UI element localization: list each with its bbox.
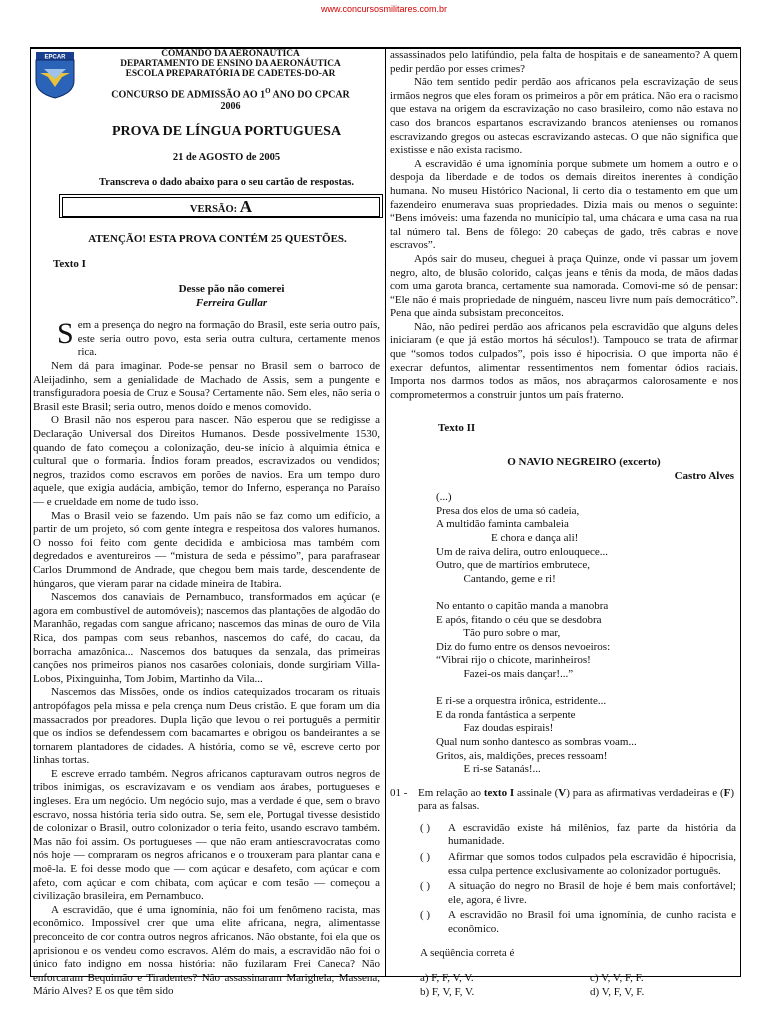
- text1-paragraph: Nascemos das Missões, onde os índios catequizados trocaram os rituais antropófagos pela missa e pela crença num Deus cristão. E que foram um dia massacrados por preadores. Dupla lição que levou o rei português a permitir que os índios se defendessem com bacamartes e obrigou os bandeirantes a se tornarem plantadores de cidades. A história, como se vê, escreve certo por linhas tortas.: [33, 686, 380, 767]
- text2-label: Texto II: [438, 422, 476, 435]
- epcar-logo-icon: [34, 51, 76, 99]
- question-stem: Em relação ao texto I assinale (V) para as afirmativas verdadeiras e (F) para as falsas.: [418, 786, 735, 813]
- header-line1: COMANDO DA AERONÁUTICA: [161, 49, 300, 59]
- sequence-label: A seqüência correta é: [420, 946, 515, 959]
- poem-line: A multidão faminta cambaleia: [436, 518, 569, 531]
- text1-title: Desse pão não comerei: [178, 283, 285, 296]
- left-column: [33, 49, 380, 999]
- option-a[interactable]: a) F, F, V, V.: [420, 972, 474, 985]
- text2-author: Castro Alves: [674, 469, 734, 482]
- attention-note: ATENÇÃO! ESTA PROVA CONTÉM 25 QUESTÕES.: [88, 232, 347, 245]
- tf-item[interactable]: ( ) A situação do negro no Brasil de hoje é bem mais confortável; ele, agora, é livre.: [420, 880, 736, 906]
- tf-item[interactable]: ( ) A escravidão existe há milênios, faz parte da história da humanidade.: [420, 821, 736, 848]
- option-d[interactable]: d) V, F, V, F.: [590, 985, 645, 998]
- poem-line: E após, fitando o céu que se desdobra: [436, 613, 602, 626]
- poem-line: E ri-se Satanás!...: [436, 763, 541, 776]
- version-box: [59, 194, 383, 218]
- tf-item[interactable]: ( ) Afirmar que somos todos culpados pela escravidão é hipocrisia, essa culpa pertence exclusivamente ao colonizador português.: [420, 851, 736, 877]
- text1-label: Texto I: [53, 257, 86, 270]
- version-label: VERSÃO:: [189, 203, 240, 215]
- poem-line: Qual num sonho dantesco as sombras voam...: [436, 735, 637, 748]
- text1-author: Ferreira Gullar: [195, 296, 268, 309]
- institution-header: [81, 49, 380, 80]
- option-c[interactable]: c) V, V, F, F.: [590, 972, 644, 985]
- text1-paragraph: Nascemos dos canaviais de Pernambuco, transformados em açúcar (e agora em combustível de automóveis); nascemos das plantações de algodão do Maranhão, regadas com sangue africano; nascemos das minas de ouro de Vila Rica, dos pampas com seus rebanhos, nascemos do café, do cacau, da borracha amazônica... Nascemos dos batuques da senzala, das primeiras canções nos primeiros pianos nos casarões coloniais, donde surgiriam Villa-Lobos, Pixinguinha, Tom Jobim, Martinho da Vila...: [33, 591, 381, 685]
- text1-paragraph: assassinados pelo latifúndio, pela falta de hospitais e de saneamento? A quem pedir perdão por esses crimes?: [390, 49, 738, 75]
- poem-line: E ri-se a orquestra irônica, estridente...: [436, 695, 607, 708]
- answer-parentheses[interactable]: ( ): [420, 880, 431, 893]
- poem-line: No entanto o capitão manda a manobra: [436, 599, 609, 612]
- poem-line: E da ronda fantástica a serpente: [436, 708, 576, 721]
- answer-parentheses[interactable]: ( ): [420, 909, 431, 922]
- option-b[interactable]: b) F, V, F, V.: [420, 985, 475, 998]
- poem-line: Outro, que de martírios embrutece,: [436, 559, 590, 572]
- exam-date: 21 de AGOSTO de 2005: [172, 151, 281, 163]
- tf-item[interactable]: ( ) A escravidão no Brasil foi uma ignomínia, de cunho racista e econômico.: [420, 909, 736, 936]
- poem-line: Tão puro sobre o mar,: [436, 627, 561, 640]
- header-line2: DEPARTAMENTO DE ENSINO DA AERONÁUTICA: [120, 59, 341, 70]
- answer-parentheses[interactable]: ( ): [420, 821, 431, 834]
- text1-paragraph: O Brasil não nos esperou para nascer. Não esperou que se redigisse a Declaração Universal dos Direitos Humanos. Desde possivelmente 1530, quando de fato começou a colonização, deu-se início à alquimia étnica e cultural que o formaria. Índios foram preados, escravizados ou vendidos; negros, trazidos como escravos em porões de navios. Era um tempo duro aquele, que exigia audácia, ambição, temor do Inferno, esperança no Paraíso — e crueldade em nome de tudo isso.: [33, 414, 380, 508]
- right-column: [390, 49, 738, 999]
- poem: [436, 491, 738, 776]
- stanza-gap: [436, 682, 738, 696]
- header-line3: ESCOLA PREPARATÓRIA DE CADETES-DO-AR: [125, 69, 336, 80]
- text2-title: O NAVIO NEGREIRO (excerto): [507, 456, 661, 469]
- poem-line: Um de raiva delira, outro enlouquece...: [436, 545, 608, 558]
- text1-paragraph: Não, não pedirei perdão aos africanos pela escravidão que alguns deles iniciaram (e que já estão mortos há séculos!). Tampouco se trata de afirmar que “somos todos culpados”, pois isso é hipocrisia. O que importa não é execrar defuntos, alimentar ressentimentos nem fomentar ódios raciais. Importa nos darmos todos as mãos, nos abraçarmos calorosamente e nos comprometermos a construir juntos um país fraterno.: [390, 320, 738, 401]
- text1-paragraph: Após sair do museu, cheguei à praça Quinze, onde vi passar um jovem negro, alto, de blusão colorido, calças jeans e tênis da moda, de mãos dadas com uma garota branca, certamente sua namorada. Comovi-me só de pensar: “Ele não é mais propriedade de ninguém, nasceu livre num país democrático”. Pena que ainda subsistam preconceitos.: [390, 252, 738, 320]
- text1-paragraph: Mas o Brasil veio se fazendo. Um país não se faz como um edifício, a partir de um projeto, só com gente íntegra e respeitosa dos valores humanos. O nosso foi feito com gente decidida e ambiciosa mas também com degredados e aventureiros — “mistura de seda e péssimo”, para parafrasear Carlos Drummond de Andrade, que chegou bem mais tarde, descendente de húngaros, que vieram parar na cidade mineira de Itabira.: [33, 509, 380, 590]
- poem-line: E chora e dança ali!: [436, 532, 579, 544]
- true-false-items: [420, 822, 738, 937]
- exam-title: PROVA DE LÍNGUA PORTUGUESA: [111, 124, 342, 140]
- version-value: A: [239, 196, 253, 216]
- poem-line: “Vibrai rijo o chicote, marinheiros!: [436, 654, 591, 667]
- answer-options: [420, 972, 738, 999]
- text1-paragraph: E escreve errado também. Negros africanos capturavam outros negros de tribos inimigas, os escravizavam e os vendiam aos árabes, portugueses e ingleses. Era um negócio. Um negócio sujo, mas a verdade é que, sem o bravo escravo, nossa história teria sido outra. Se, sem ele, Portugal tivesse desistido de colonizar o Brasil, outro colonizador o teria feito, usando escravo também. Mas não foi assim. Os portugueses — que não eram antiescravocratas como nós hoje — compraram os negros africanos e o trouxeram para plantar cana e moê-la. E foi desse modo que — com açúcar e desafeto, com açúcar e com afeto, com açúcar e com chibata, com açúcar e com tesão — começou a civilização brasileira, em Pernambuco.: [33, 767, 380, 903]
- poem-line: Gritos, ais, maldições, preces ressoam!: [436, 749, 608, 762]
- text1-paragraph: A escravidão, que é uma ignomínia, não foi um fenômeno racista, mas econômico. Impossível crer que uma elite africana, negra, alimentasse preconceito de cor contra outros negros africanos. Não obstante, foi ela que os aprisionou e os vendeu como escravos. Além do mais, a escravidão não foi o único fato indigno em nossa história: não fuzilaram Frei Caneca? Não enforcaram Bequimão e Tiradentes? Não assassinaram Marighela, Massena, Mário Alves? E os que têm sido: [33, 903, 380, 998]
- site-url[interactable]: www.concursosmilitares.com.br: [320, 4, 448, 14]
- logo-text: EPCAR: [44, 54, 66, 61]
- text1-paragraph: Nem dá para imaginar. Pode-se pensar no Brasil sem o barroco de Aleijadinho, sem a genialidade de Machado de Assis, sem a pungente e transfiguradora poesia de Cruz e Sousa? Certamente não. Sem eles, não seria o Brasil este Brasil; seria outro, menos doído e menos comovido.: [33, 360, 380, 413]
- poem-line: Fazei-os mais dançar!...”: [436, 667, 574, 680]
- concurso-year: 2006: [220, 100, 241, 112]
- question-1: [390, 787, 738, 814]
- text1-body: [33, 319, 380, 999]
- question-number: 01 -: [390, 786, 408, 799]
- stanza-gap: [436, 586, 738, 600]
- concurso-title: CONCURSO DE ADMISSÃO AO $1^O$ ANO DO CPCAR 2006: [81, 86, 380, 113]
- column-divider: [385, 47, 386, 977]
- answer-parentheses[interactable]: ( ): [420, 851, 431, 864]
- text1-body-continued: [390, 49, 738, 402]
- poem-line: Diz do fumo entre os densos nevoeiros:: [436, 640, 611, 653]
- text1-paragraph: Sem a presença do negro na formação do Brasil, este seria outro país, este seria outro povo, esta seria outra cultura, certamente menos rica.: [57, 317, 380, 359]
- poem-line: Faz doudas espirais!: [436, 722, 554, 735]
- poem-line: (...): [436, 491, 452, 504]
- poem-line: Presa dos elos de uma só cadeia,: [436, 504, 580, 517]
- transcribe-instruction: Transcreva o dado abaixo para o seu cartão de respostas.: [99, 177, 354, 189]
- poem-line: Cantando, geme e ri!: [436, 572, 556, 585]
- text1-paragraph: A escravidão é uma ignomínia porque submete um homem a outro e o despoja da liberdade e de todos os demais direitos inerentes à condição humana. No museu Histórico Nacional, li certo dia o testamento em que um fazendeiro enumerava suas propriedades. Dizia mais ou menos o seguinte: “Bens imóveis: uma fazenda no município tal, uma chácara e uma casa na rua tal número tal. Bens de fôlego: 20 cabeças de gado, três cabras e nove escravos”.: [390, 157, 738, 252]
- text1-paragraph: Não tem sentido pedir perdão aos africanos pela escravização de seus irmãos negros que eles foram os primeiros a pôr em prática. Não era o racismo que estava na origem da escravização no caso brasileiro, como não estava no caso dos brancos espartanos escravizando brancos atenienses ou romanos escravizando gregos ou astecas escravizando astecas. O que não significa que existisse e não exista racismo.: [390, 76, 738, 157]
- drop-cap: S: [57, 317, 74, 351]
